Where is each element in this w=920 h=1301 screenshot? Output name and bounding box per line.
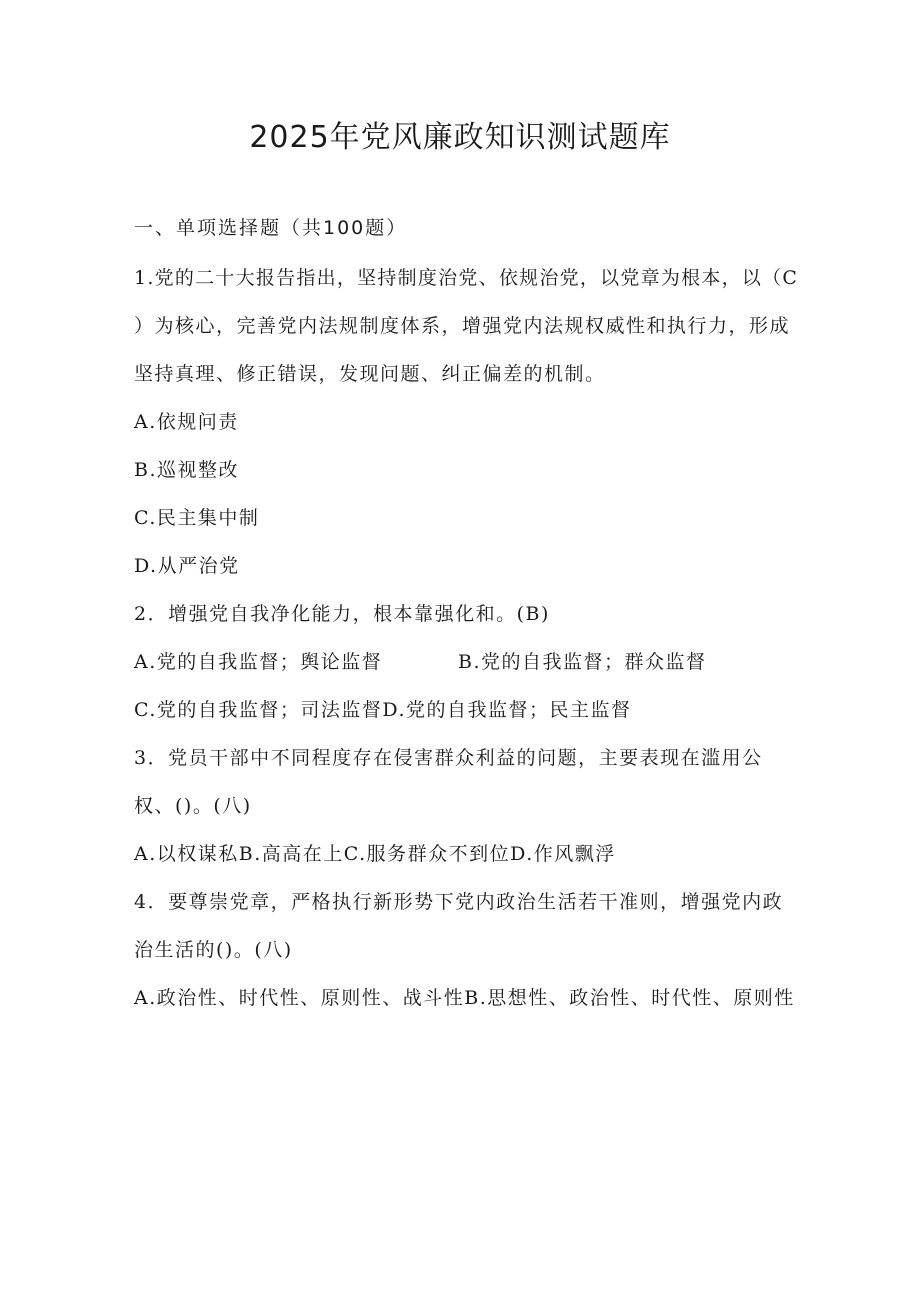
question-3-line-2: 权、()。(八)	[134, 795, 252, 817]
question-1-line-1: 1.党的二十大报告指出，坚持制度治党、依规治党，以党章为根本，以（C	[134, 267, 799, 289]
question-1-option-c: C.民主集中制	[134, 507, 260, 529]
question-2-stem: 2．增强党自我净化能力，根本靠强化和。(B)	[134, 603, 550, 625]
question-4-options: A.政治性、时代性、原则性、战斗性B.思想性、政治性、时代性、原则性	[134, 987, 795, 1009]
question-1-line-2: ）为核心，完善党内法规制度体系，增强党内法规权威性和执行力，形成	[134, 315, 791, 337]
question-1-option-b: B.巡视整改	[134, 459, 240, 481]
question-2-options-cd: C.党的自我监督；司法监督D.党的自我监督；民主监督	[134, 699, 632, 721]
question-4-line-1: 4．要尊崇党章，严格执行新形势下党内政治生活若干准则，增强党内政	[134, 891, 784, 913]
question-2-option-b: B.党的自我监督；群众监督	[458, 651, 707, 673]
question-2-option-a: A.党的自我监督；舆论监督	[134, 651, 383, 673]
question-3-line-1: 3．党员干部中不同程度存在侵害群众利益的问题，主要表现在滥用公	[134, 747, 763, 769]
question-1-option-d: D.从严治党	[134, 555, 240, 577]
question-1-line-3: 坚持真理、修正错误，发现问题、纠正偏差的机制。	[134, 363, 606, 385]
question-4-line-2: 治生活的()。(八)	[134, 939, 293, 961]
document-title: 2025年党风廉政知识测试题库	[249, 120, 671, 155]
section-heading: 一、单项选择题（共100题）	[134, 217, 408, 239]
question-1-option-a: A.依规问责	[134, 411, 239, 433]
question-3-options: A.以权谋私B.高高在上C.服务群众不到位D.作风飘浮	[134, 843, 616, 865]
